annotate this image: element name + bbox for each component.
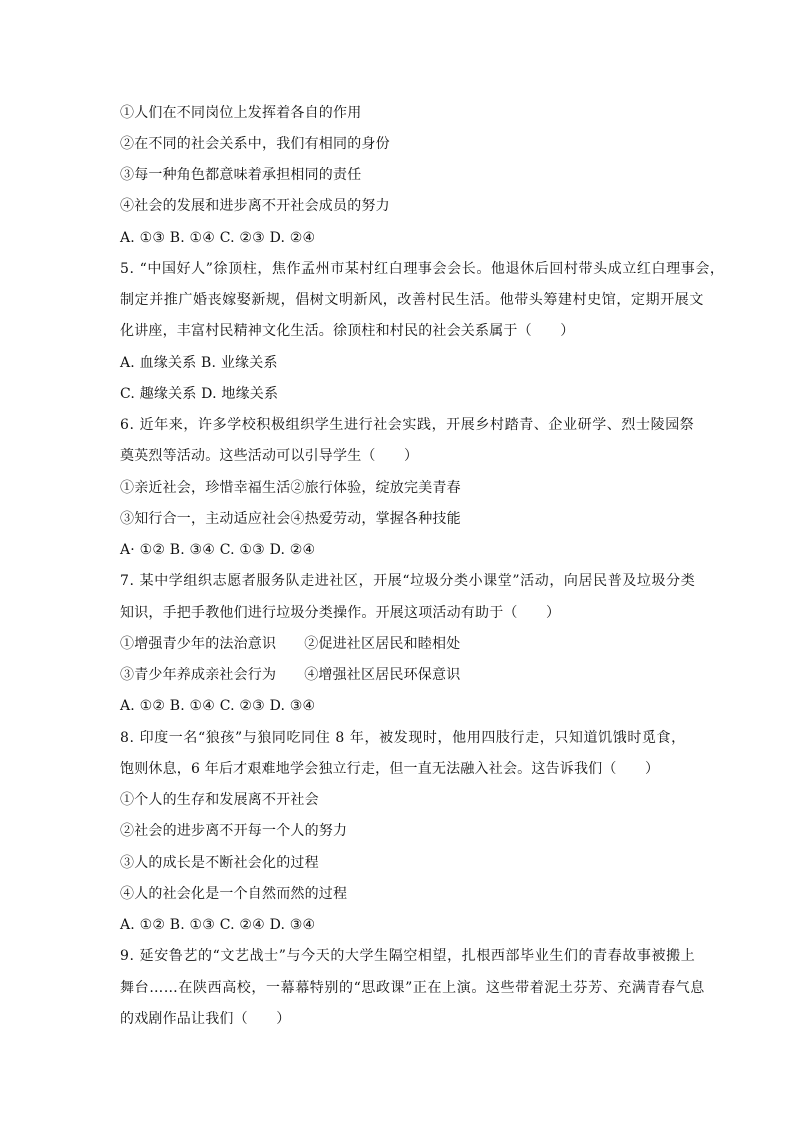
option-statement: ③知行合一，主动适应社会④热爱劳动，掌握各种技能 — [120, 511, 461, 527]
question-6-text: 6. 近年来，许多学校积极组织学生进行社会实践，开展乡村踏青、企业研学、烈士陵园祭 — [120, 417, 695, 433]
question-8-text: 饱则休息，6 年后才艰难地学会独立行走，但一直无法融入社会。这告诉我们（ ） — [120, 761, 660, 777]
option-statement-3: ③青少年养成亲社会行为 — [120, 667, 277, 683]
question-6-text: 奠英烈等活动。这些活动可以引导学生（ ） — [120, 448, 419, 464]
answer-choices: A. ①③ B. ①④ C. ②③ D. ②④ — [120, 230, 316, 246]
option-statement-row — [120, 634, 460, 654]
option-statement-4: ④人的社会化是一个自然而然的过程 — [120, 886, 348, 902]
option-statement-3: ③人的成长是不断社会化的过程 — [120, 855, 319, 871]
option-statement-row — [120, 665, 460, 685]
answer-choices: A· ①② B. ③④ C. ①③ D. ②④ — [120, 542, 316, 558]
question-7-text: 知识，手把手教他们进行垃圾分类操作。开展这项活动有助于（ ） — [120, 605, 561, 621]
answer-choices: A. ①② B. ①③ C. ②④ D. ③④ — [120, 917, 316, 933]
question-5-text: 化讲座，丰富村民精神文化生活。徐顶柱和村民的社会关系属于（ ） — [120, 323, 575, 339]
question-7-text: 7. 某中学组织志愿者服务队走进社区，开展“垃圾分类小课堂”活动，向居民普及垃圾分类 — [120, 573, 696, 589]
option-statement-1: ①个人的生存和发展离不开社会 — [120, 792, 319, 808]
option-statement: ①亲近社会，珍惜幸福生活②旅行体验，绽放完美青春 — [120, 480, 461, 496]
option-statement-3: ③每一种角色都意味着承担相同的责任 — [120, 167, 362, 183]
question-9-text: 的戏剧作品让我们（ ） — [120, 1011, 291, 1027]
option-statement-1: ①增强青少年的法治意识 — [120, 636, 277, 652]
question-5-text: 5. “中国好人”徐顶柱，焦作孟州市某村红白理事会会长。他退休后回村带头成立红白理事会， — [120, 261, 725, 277]
option-statement-1: ①人们在不同岗位上发挥着各自的作用 — [120, 105, 362, 121]
option-statement-2: ②在不同的社会关系中，我们有相同的身份 — [120, 136, 390, 152]
option-statement-4: ④社会的发展和进步离不开社会成员的努力 — [120, 198, 390, 214]
answer-choices: A. 血缘关系 B. 业缘关系 — [120, 355, 278, 371]
option-statement-4: ④增强社区居民环保意识 — [304, 667, 461, 683]
question-9-text: 9. 延安鲁艺的“文艺战士”与今天的大学生隔空相望，扎根西部毕业生们的青春故事被搬上 — [120, 948, 696, 964]
question-9-text: 舞台……在陕西高校，一幕幕特别的“思政课”正在上演。这些带着泥土芬芳、充满青春气息 — [120, 980, 705, 996]
option-statement-2: ②促进社区居民和睦相处 — [304, 636, 461, 652]
option-statement-2: ②社会的进步离不开每一个人的努力 — [120, 823, 348, 839]
answer-choices: C. 趣缘关系 D. 地缘关系 — [120, 386, 279, 402]
question-8-text: 8. 印度一名“狼孩”与狼同吃同住 8 年，被发现时，他用四肢行走，只知道饥饿时觅食， — [120, 730, 686, 746]
answer-choices: A. ①② B. ①④ C. ②③ D. ③④ — [120, 698, 316, 714]
question-5-text: 制定并推广婚丧嫁娶新规，倡树文明新风，改善村民生活。他带头筹建村史馆，定期开展文 — [120, 292, 704, 308]
